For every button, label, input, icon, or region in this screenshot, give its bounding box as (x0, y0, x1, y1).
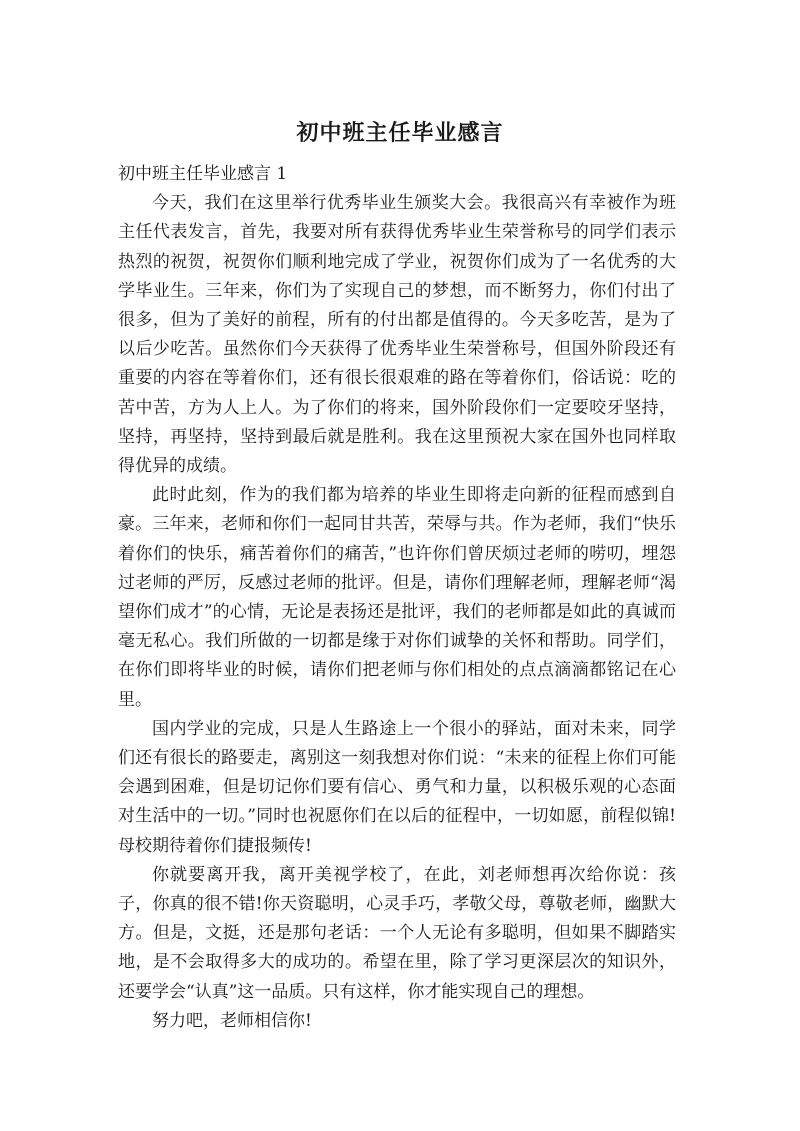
document-body (118, 160, 676, 1036)
section-heading: 初中班主任毕业感言 1 (118, 164, 288, 184)
document-title: 初中班主任毕业感言 (296, 121, 504, 146)
paragraph-2: 此时此刻，作为的我们都为培养的毕业生即将走向新的征程而感到自豪。三年来，老师和你们一起同甘共苦，荣辱与共。作为老师，我们“快乐着你们的快乐，痛苦着你们的痛苦，”也许你们曾厌烦过老师的唠叨，埋怨过老师的严厉，反感过老师的批评。但是，请你们理解老师，理解老师“渴望你们成才”的心情，无论是表扬还是批评，我们的老师都是如此的真诚而毫无私心。我们所做的一切都是缘于对你们诚挚的关怀和帮助。同学们，在你们即将毕业的时候，请你们把老师与你们相处的点点滴滴都铭记在心里。 (118, 485, 676, 710)
paragraph-1: 今天，我们在这里举行优秀毕业生颁奖大会。我很高兴有幸被作为班主任代表发言，首先，我要对所有获得优秀毕业生荣誉称号的同学们表示热烈的祝贺，祝贺你们顺利地完成了学业，祝贺你们成为了一名优秀的大学毕业生。三年来，你们为了实现自己的梦想，而不断努力，你们付出了很多，但为了美好的前程，所有的付出都是值得的。今天多吃苦，是为了以后少吃苦。虽然你们今天获得了优秀毕业生荣誉称号，但国外阶段还有重要的内容在等着你们，还有很长很艰难的路在等着你们，俗话说：吃的苦中苦，方为人上人。为了你们的将来，国外阶段你们一定要咬牙坚持，坚持，再坚持，坚持到最后就是胜利。我在这里预祝大家在国外也同样取得优异的成绩。 (118, 193, 676, 477)
paragraph-3: 国内学业的完成，只是人生路途上一个很小的驿站，面对未来，同学们还有很长的路要走，离别这一刻我想对你们说：“未来的征程上你们可能会遇到困难，但是切记你们要有信心、勇气和力量，以积极乐观的心态面对生活中的一切。”同时也祝愿你们在以后的征程中，一切如愿，前程似锦!母校期待着你们捷报频传! (118, 718, 676, 856)
paragraph-5: 努力吧，老师相信你! (152, 1010, 312, 1031)
paragraph-4: 你就要离开我，离开美视学校了，在此，刘老师想再次给你说：孩子，你真的很不错!你天资聪明，心灵手巧，孝敬父母，尊敬老师，幽默大方。但是，文挺，还是那句老话：一个人无论有多聪明，但如果不脚踏实地，是不会取得多大的成功的。希望在里，除了学习更深层次的知识外，还要学会“认真”这一品质。只有这样，你才能实现自己的理想。 (118, 864, 676, 1002)
